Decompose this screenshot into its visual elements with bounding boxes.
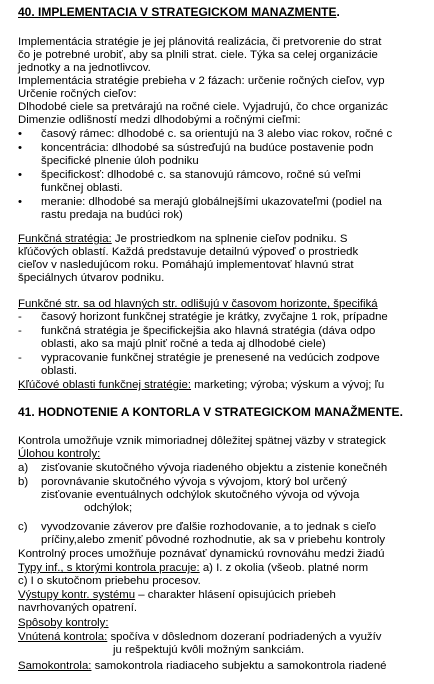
s40-functional-strategy-line-2: kľúčových oblastí. Každá predstavuje detailnú výpoveď o prostriedk (18, 246, 359, 258)
functional-strategy-label: Funkčná stratégia: (18, 233, 112, 245)
s41-forced-control-line-2: ju rešpektujú kvôli možným sankciám. (113, 644, 305, 656)
bullet-symbol: • (18, 142, 22, 154)
s40-annual-goals-heading: Určenie ročných cieľov: (18, 88, 137, 100)
bullet-text-continued: rastu predaja na budúci rok) (41, 209, 183, 221)
s41-methods-heading: Spôsoby kontroly: (18, 617, 109, 629)
s40-functional-vs-main-line: Funkčné str. sa od hlavných str. odlišujú v časovom horizonte, špecifiká (18, 298, 378, 310)
s41-control-process-line: Kontrolný proces umožňuje poznávať dynamickú rovnováhu medzi žiadú (18, 548, 385, 560)
bullet-symbol: • (18, 128, 22, 140)
s40-key-areas-line (18, 379, 384, 393)
s41-outputs-line-1 (18, 589, 336, 603)
s40-paragraph-line-1: Implementácia stratégie je jej plánovitá realizácia, či pretvorenie do strat (18, 36, 382, 48)
bullet-text-continued: funkčnej oblasti. (41, 182, 123, 194)
info-types-label: Typy inf., s ktorými kontrola pracuje: (18, 562, 200, 574)
outputs-text: – charakter hlásení opisujúcich priebeh (135, 589, 336, 601)
s40-functional-strategy-line-3: cieľov v nasledujúcom roku. Pomáhajú implementovať hlavnú strat (18, 259, 354, 271)
s40-functional-strategy-line-1 (18, 233, 347, 247)
functional-strategy-text: Je prostriedkom na splnenie cieľov podniku. S (111, 233, 348, 245)
s41-control-intro-line: Kontrola umožňuje vznik mimoriadnej dôležitej spätnej väzby v strategick (18, 435, 386, 447)
outputs-label: Výstupy kontr. systému (18, 589, 136, 601)
s41-self-control-line (18, 660, 387, 674)
dash-text: vypracovanie funkčnej stratégie je prenesené na vedúcich zodpove (41, 352, 380, 364)
info-types-text: a) I. z okolia (všeob. platné norm (199, 562, 369, 574)
dash-text-continued: oblasti. (41, 365, 78, 377)
section-40-title: 40. IMPLEMENTACIA V STRATEGICKOM MANAZMENTE (18, 5, 337, 19)
item-label: a) (18, 462, 29, 474)
dash-symbol: - (18, 311, 22, 323)
s41-forced-control-line-1 (18, 631, 381, 645)
self-control-text: samokontrola riadiaceho subjektu a samokontrola riadené (91, 660, 387, 672)
forced-control-label: Vnútená kontrola: (18, 631, 108, 643)
s40-paragraph-line-2: čo je potrebné urobiť, aby sa plnili strat. ciele. Týka sa celej organizácie (18, 49, 378, 61)
bullet-text: koncentrácia: dlhodobé sa sústreďujú na budúce postavenie podn (41, 142, 374, 154)
bullet-symbol: • (18, 169, 22, 181)
s40-paragraph-line-3: jednotky a na jednotlivcov. (18, 62, 151, 74)
bullet-text-continued: špecifické plnenie úloh podniku (41, 155, 199, 167)
s40-dimensions-line: Dimenzie odlišností medzi dlhodobými a ročnými cieľmi: (18, 114, 301, 126)
s40-functional-strategy-line-4: špeciálnych útvarov podniku. (18, 272, 165, 284)
forced-control-text: spočíva v dôslednom dozeraní podriadených a využív (107, 631, 382, 643)
item-text: zisťovanie skutočného vývoja riadeného objektu a zistenie konečnéh (41, 462, 388, 474)
bullet-text: meranie: dlhodobé sa merajú globálnejšími ukazovateľmi (podiel na (41, 196, 382, 208)
s41-tasks-heading: Úlohou kontroly: (18, 448, 101, 460)
bullet-text: špecifickosť: dlhodobé c. sa stanovujú rámcovo, ročné sú veľmi (41, 169, 361, 181)
item-text-continued: zisťovanie eventuálnych odchýlok skutočného vývoja od vývoja (41, 489, 360, 501)
item-text-continued: príčiny,alebo zmeniť pôvodné rozhodnutie, ak sa v priebehu kontroly (41, 534, 386, 546)
item-text: porovnávanie skutočného vývoja s vývojom, ktorý bol určený (41, 476, 347, 488)
section-41-heading: 41. HODNOTENIE A KONTORLA V STRATEGICKOM MANAŽMENTE. (18, 405, 403, 419)
s41-info-types-line-2: c) I o skutočnom priebehu procesov. (18, 575, 201, 587)
s41-info-types-line-1 (18, 562, 368, 576)
bullet-text: časový rámec: dlhodobé c. sa orientujú na 3 alebo viac rokov, ročné c (41, 128, 393, 140)
dash-text: časový horizont funkčnej stratégie je krátky, zvyčajne 1 rok, prípadne (41, 311, 388, 323)
s40-long-term-goals-line: Dlhodobé ciele sa pretvárajú na ročné ciele. Vyjadrujú, čo chce organizác (18, 101, 388, 113)
dash-text-continued: oblasti, ako sa majú plniť ročné a teda aj dlhodobé ciele) (41, 338, 326, 350)
dash-symbol: - (18, 325, 22, 337)
dash-text: funkčná stratégia je špecifickejšia ako hlavná stratégia (dáva odpo (41, 325, 376, 337)
dash-symbol: - (18, 352, 22, 364)
s41-outputs-line-2: navrhovaných opatrení. (18, 602, 138, 614)
item-text: vyvodzovanie záverov pre ďalšie rozhodovanie, a to jednak s cieľo (41, 521, 377, 533)
key-areas-label: Kľúčové oblasti funkčnej stratégie: (18, 379, 192, 391)
section-40-title-dot: . (336, 5, 340, 19)
key-areas-text: marketing; výroba; výskum a vývoj; ľu (191, 379, 385, 391)
section-40-heading (18, 6, 340, 20)
bullet-symbol: • (18, 196, 22, 208)
self-control-label: Samokontrola: (18, 660, 92, 672)
item-label: b) (18, 476, 29, 488)
item-label: c) (18, 521, 28, 533)
s40-phases-line: Implementácia stratégie prebieha v 2 fázach: určenie ročných cieľov, vyp (18, 75, 385, 87)
item-text-continued: odchýlok; (84, 502, 133, 514)
